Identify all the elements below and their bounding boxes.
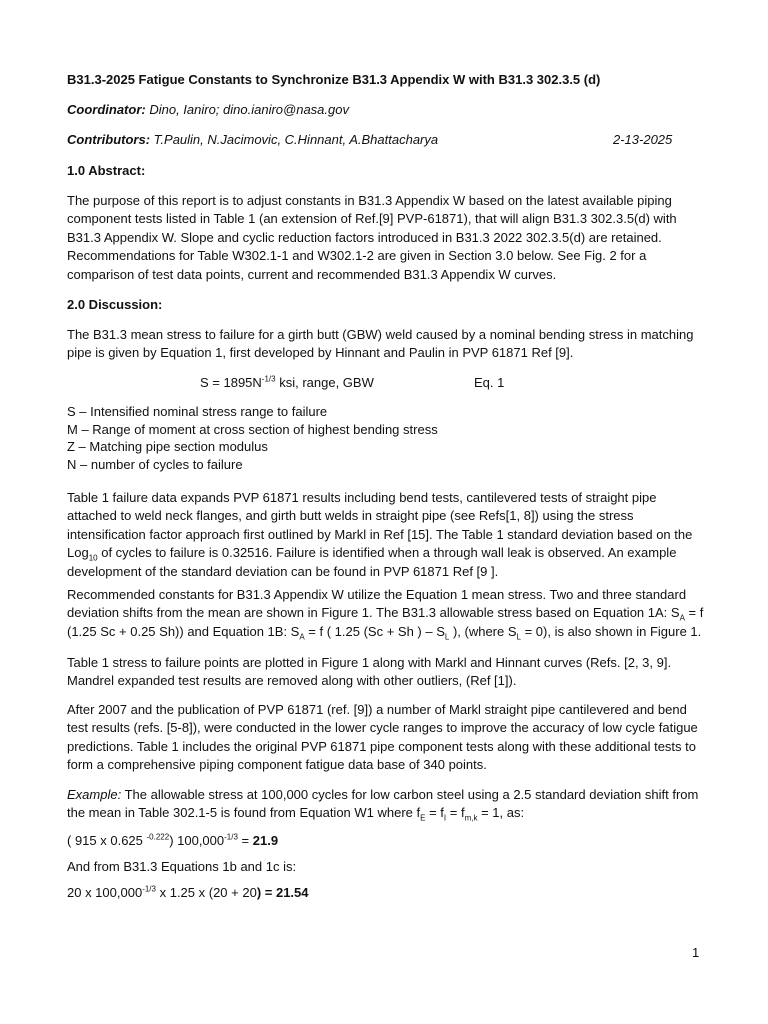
- discussion-paragraph-5: After 2007 and the publication of PVP 61871 (ref. [9]) a number of Markl straight pipe cantilevered and bend test results (refs. [5-8]), were conducted in the lower cycle ranges to improve the accuracy of low cycle fatigue predictions. Table 1 includes the original PVP 61871 pipe component tests along with these additional tests to form a comprehensive piping component fatigue data base of 340 points.: [67, 702, 698, 773]
- calculation-1: [67, 832, 278, 850]
- abstract-paragraph: The purpose of this report is to adjust constants in B31.3 Appendix W based on the latest available piping component tests listed in Table 1 (an extension of Ref.[9] PVP-61871), that will align B31.3 302.3.5(d) with B31.3 Appendix W. Slope and cyclic reduction factors introduced in B31.3 2022 302.3.5(d) are retained. Recommendations for Table W302.1-1 and W302.1-2 are given in Section 3.0 below. See Fig. 2 for a comparison of test data points, current and recommended B31.3 Appendix W curves.: [67, 193, 677, 282]
- definition-item: Z – Matching pipe section modulus: [67, 439, 268, 455]
- discussion-heading: 2.0 Discussion:: [67, 297, 163, 312]
- calculation-2: [67, 884, 309, 902]
- subscript: I: [443, 814, 447, 823]
- text-run: 20 x 100,000: [67, 885, 143, 900]
- text-run: = f: [446, 805, 465, 821]
- equation-1-label: Eq. 1: [474, 375, 505, 390]
- contributors-label: Contributors:: [67, 132, 151, 147]
- text-run: = f ( 1.25 (Sc + Sh ) – S: [304, 623, 445, 639]
- text-run: =: [237, 833, 253, 848]
- calculation-1-result: 21.9: [252, 833, 279, 848]
- document-title: B31.3-2025 Fatigue Constants to Synchronize B31.3 Appendix W with B31.3 302.3.5 (d): [67, 72, 601, 87]
- text-run: x 1.25 x (20 + 20: [155, 885, 257, 900]
- text-run: Recommended constants for B31.3 Appendix W utilize the Equation 1 mean stress. Two and three standard deviation shifts from the mean are shown in Figure 1. The B31.3 allowable stress based on Equation 1A: S: [67, 587, 687, 621]
- text-run: The allowable stress at 100,000 cycles for low carbon steel using a 2.5 standard deviation shift from the mean in Table 302.1-5 is found from Equation W1 where f: [67, 787, 699, 821]
- contributors-line: [67, 131, 438, 149]
- and-from-line: And from B31.3 Equations 1b and 1c is:: [67, 859, 297, 874]
- text-run: = f (1.25 Sc + 0.25 Sh)) and Equation 1B: S: [67, 605, 704, 639]
- log-subscript: 10: [88, 553, 98, 563]
- discussion-paragraph-3: [67, 586, 707, 641]
- coordinator-value: Dino, Ianiro; dino.ianiro@nasa.gov: [145, 102, 349, 117]
- discussion-paragraph-1: The B31.3 mean stress to failure for a girth butt (GBW) weld caused by a nominal bending stress in matching pipe is given by Equation 1, first developed by Hinnant and Paulin in PVP 61871 Ref [9].: [67, 327, 694, 361]
- page-number: 1: [692, 945, 700, 960]
- example-paragraph: [67, 786, 707, 823]
- equation-1: [200, 374, 374, 392]
- definition-list: [67, 403, 438, 474]
- equation-1-exponent: -1/3: [261, 374, 276, 384]
- discussion-paragraph-2: [67, 489, 707, 581]
- subscript: m,k: [464, 814, 478, 823]
- subscript: A: [299, 632, 305, 642]
- abstract-heading: 1.0 Abstract:: [67, 163, 146, 178]
- text-run: Table 1 failure data expands PVP 61871 results including bend tests, cantilevered tests of straight pipe attached to weld neck flanges, and girth butt welds in straight pipe (see Refs[1, 8]) using the stress intensification factor approach first outlined by Markl in Ref [15]. The Table 1 standard deviation based on the Log: [67, 490, 693, 561]
- subscript: E: [420, 814, 426, 823]
- definition-item: N – number of cycles to failure: [67, 457, 243, 473]
- exponent: -0.222: [146, 832, 170, 842]
- report-date: 2-13-2025: [613, 132, 673, 147]
- text-run: = f: [425, 805, 444, 821]
- text-run: = 0), is also shown in Figure 1.: [520, 623, 702, 639]
- equation-1-rhs: ksi, range, GBW: [275, 375, 374, 390]
- discussion-paragraph-4: Table 1 stress to failure points are plotted in Figure 1 along with Markl and Hinnant curves (Refs. [2, 3, 9]. Mandrel expanded test results are removed along with other outliers, (Ref [1]).: [67, 655, 672, 689]
- text-run: ), (where S: [449, 623, 517, 639]
- text-run: of cycles to failure is 0.32516. Failure is identified when a through wall leak is observed. An example development of the standard deviation can be found in PVP 61871 Ref [9 ].: [67, 545, 677, 579]
- contributors-value: T.Paulin, N.Jacimovic, C.Hinnant, A.Bhattacharya: [150, 132, 439, 147]
- text-run: ( 915 x 0.625: [67, 833, 147, 848]
- text-run: = 1, as:: [477, 805, 525, 821]
- definition-item: M – Range of moment at cross section of highest bending stress: [67, 421, 438, 437]
- subscript: L: [516, 632, 521, 642]
- exponent: -1/3: [142, 884, 156, 894]
- definition-item: S – Intensified nominal stress range to failure: [67, 404, 328, 419]
- subscript: A: [679, 614, 685, 623]
- equation-1-lhs: S = 1895N: [200, 375, 262, 390]
- exponent: -1/3: [224, 832, 238, 842]
- text-run: ) 100,000: [169, 833, 225, 848]
- text-run: ) =: [256, 885, 276, 900]
- coordinator-label: Coordinator:: [67, 102, 146, 117]
- example-label: Example:: [67, 787, 122, 802]
- subscript: L: [444, 632, 450, 642]
- coordinator-line: [67, 101, 349, 119]
- calculation-2-result: 21.54: [275, 885, 309, 900]
